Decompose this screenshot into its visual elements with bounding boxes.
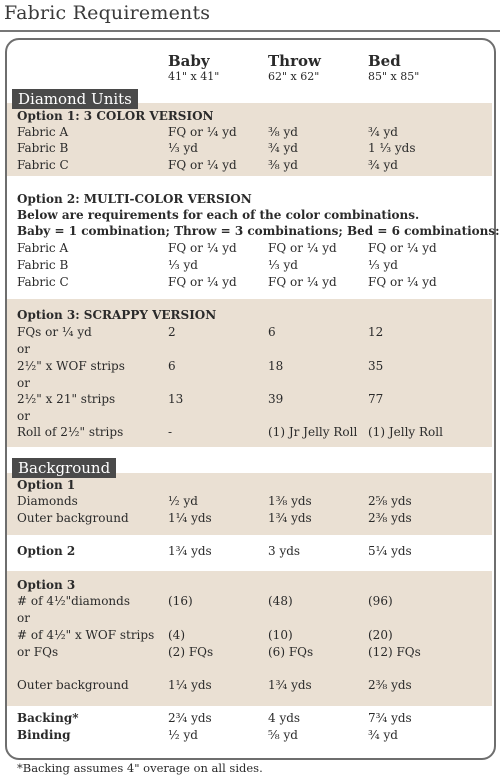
throw-value: 39 (268, 392, 284, 406)
section-header-diamond-units: Diamond Units (12, 89, 138, 109)
bed-value: FQ or ¼ yd (368, 275, 437, 289)
footnote: *Backing assumes 4" overage on all sides. (17, 761, 263, 775)
throw-value: 18 (268, 359, 284, 373)
bed-value: 2⅜ yds (368, 511, 412, 525)
row-label: or (17, 409, 30, 423)
table-row (17, 543, 487, 559)
baby-value: (16) (168, 594, 193, 608)
row-label: Diamonds (17, 494, 78, 508)
table-row (17, 424, 487, 440)
table-row (17, 677, 487, 693)
option3-title (17, 307, 487, 323)
row-label: Outer background (17, 511, 129, 525)
baby-value: FQ or ¼ yd (168, 275, 237, 289)
throw-value: ⅜ yd (268, 158, 298, 172)
bed-value: 77 (368, 392, 384, 406)
row-label: Backing* (17, 711, 79, 725)
baby-value: ⅓ yd (168, 141, 198, 155)
table-row (17, 358, 487, 374)
bed-value: 1 ⅓ yds (368, 141, 416, 155)
baby-value: 1¼ yds (168, 678, 212, 692)
row-label: Fabric A (17, 125, 69, 139)
bed-value: FQ or ¼ yd (368, 241, 437, 255)
baby-value: FQ or ¼ yd (168, 125, 237, 139)
note-text: Baby = 1 combination; Throw = 3 combinations; Bed = 6 combinations: (17, 224, 500, 238)
table-row (17, 593, 487, 609)
table-row (17, 493, 487, 509)
column-header-throw: Throw (268, 52, 321, 70)
table-row (17, 610, 487, 626)
bed-value: 5¼ yds (368, 544, 412, 558)
bed-value: (20) (368, 628, 393, 642)
row-label: Roll of 2½" strips (17, 425, 124, 439)
table-row (17, 124, 487, 140)
row-label: Outer background (17, 678, 129, 692)
baby-value: - (168, 425, 173, 439)
baby-value: (2) FQs (168, 645, 214, 659)
row-label: Fabric A (17, 241, 69, 255)
bg-option1-title (17, 477, 487, 493)
bed-value: (12) FQs (368, 645, 421, 659)
table-row (17, 710, 487, 726)
page-title: Fabric Requirements (4, 2, 211, 24)
baby-value: 2 (168, 325, 176, 339)
throw-value: (6) FQs (268, 645, 314, 659)
title-divider (0, 30, 500, 32)
throw-value: FQ or ¼ yd (268, 275, 337, 289)
row-label: Binding (17, 728, 71, 742)
bed-value: (1) Jelly Roll (368, 425, 443, 439)
table-row (17, 510, 487, 526)
baby-value: 2¾ yds (168, 711, 212, 725)
option1-title (17, 108, 487, 124)
bed-value: 2⅝ yds (368, 494, 412, 508)
baby-value: (4) (168, 628, 185, 642)
throw-value: ⅝ yd (268, 728, 298, 742)
row-label: Fabric C (17, 275, 69, 289)
table-row (17, 627, 487, 643)
row-label: or (17, 376, 30, 390)
baby-value: ½ yd (168, 494, 198, 508)
option2-note (17, 207, 487, 223)
bed-value: ⅓ yd (368, 258, 398, 272)
throw-value: 3 yds (268, 544, 301, 558)
row-label: or (17, 611, 30, 625)
baby-value: 13 (168, 392, 184, 406)
throw-value: 1⅜ yds (268, 494, 312, 508)
throw-value: FQ or ¼ yd (268, 241, 337, 255)
row-label: or FQs (17, 645, 59, 659)
bed-value: (96) (368, 594, 393, 608)
table-row (17, 727, 487, 743)
table-row (17, 324, 487, 340)
bed-value: 7¾ yds (368, 711, 412, 725)
throw-value: 6 (268, 325, 276, 339)
row-label: # of 4½"diamonds (17, 594, 130, 608)
row-label: Fabric C (17, 158, 69, 172)
option-title: Option 1: 3 COLOR VERSION (17, 109, 214, 123)
throw-value: (48) (268, 594, 293, 608)
table-row (17, 391, 487, 407)
table-row (17, 408, 487, 424)
option-title: Option 1 (17, 478, 76, 492)
baby-value: FQ or ¼ yd (168, 158, 237, 172)
table-row (17, 341, 487, 357)
bed-value: 12 (368, 325, 384, 339)
throw-value: ¾ yd (268, 141, 298, 155)
table-row (17, 257, 487, 273)
bed-value: ¾ yd (368, 125, 398, 139)
column-header-baby: Baby (168, 52, 210, 70)
option-title: Option 3: SCRAPPY VERSION (17, 308, 217, 322)
table-row (17, 274, 487, 290)
throw-value: 1¾ yds (268, 511, 312, 525)
table-row (17, 140, 487, 156)
throw-value: 1¾ yds (268, 678, 312, 692)
throw-value: (1) Jr Jelly Roll (268, 425, 358, 439)
section-header-background: Background (12, 458, 116, 478)
bed-value: 2⅜ yds (368, 678, 412, 692)
column-size-bed: 85" x 85" (368, 70, 420, 83)
option2-title (17, 191, 487, 207)
table-row (17, 375, 487, 391)
option-title: Option 3 (17, 578, 76, 592)
row-label: Fabric B (17, 258, 69, 272)
row-label: # of 4½" x WOF strips (17, 628, 155, 642)
column-size-baby: 41" x 41" (168, 70, 220, 83)
row-label: Fabric B (17, 141, 69, 155)
baby-value: FQ or ¼ yd (168, 241, 237, 255)
table-row (17, 644, 487, 660)
baby-value: 1¾ yds (168, 544, 212, 558)
table-row (17, 157, 487, 173)
baby-value: 1¼ yds (168, 511, 212, 525)
throw-value: ⅓ yd (268, 258, 298, 272)
bed-value: ¾ yd (368, 728, 398, 742)
table-row (17, 240, 487, 256)
baby-value: ½ yd (168, 728, 198, 742)
baby-value: 6 (168, 359, 176, 373)
bg-option3-title (17, 577, 487, 593)
bed-value: 35 (368, 359, 384, 373)
column-header-bed: Bed (368, 52, 401, 70)
row-label: 2½" x WOF strips (17, 359, 125, 373)
row-label: FQs or ¼ yd (17, 325, 92, 339)
row-label: 2½" x 21" strips (17, 392, 116, 406)
column-size-throw: 62" x 62" (268, 70, 320, 83)
throw-value: (10) (268, 628, 293, 642)
row-label: Option 2 (17, 544, 76, 558)
throw-value: ⅜ yd (268, 125, 298, 139)
note-text: Below are requirements for each of the color combinations. (17, 208, 420, 222)
bed-value: ¾ yd (368, 158, 398, 172)
throw-value: 4 yds (268, 711, 301, 725)
option2-note (17, 223, 500, 239)
baby-value: ⅓ yd (168, 258, 198, 272)
row-label: or (17, 342, 30, 356)
option-title: Option 2: MULTI-COLOR VERSION (17, 192, 252, 206)
